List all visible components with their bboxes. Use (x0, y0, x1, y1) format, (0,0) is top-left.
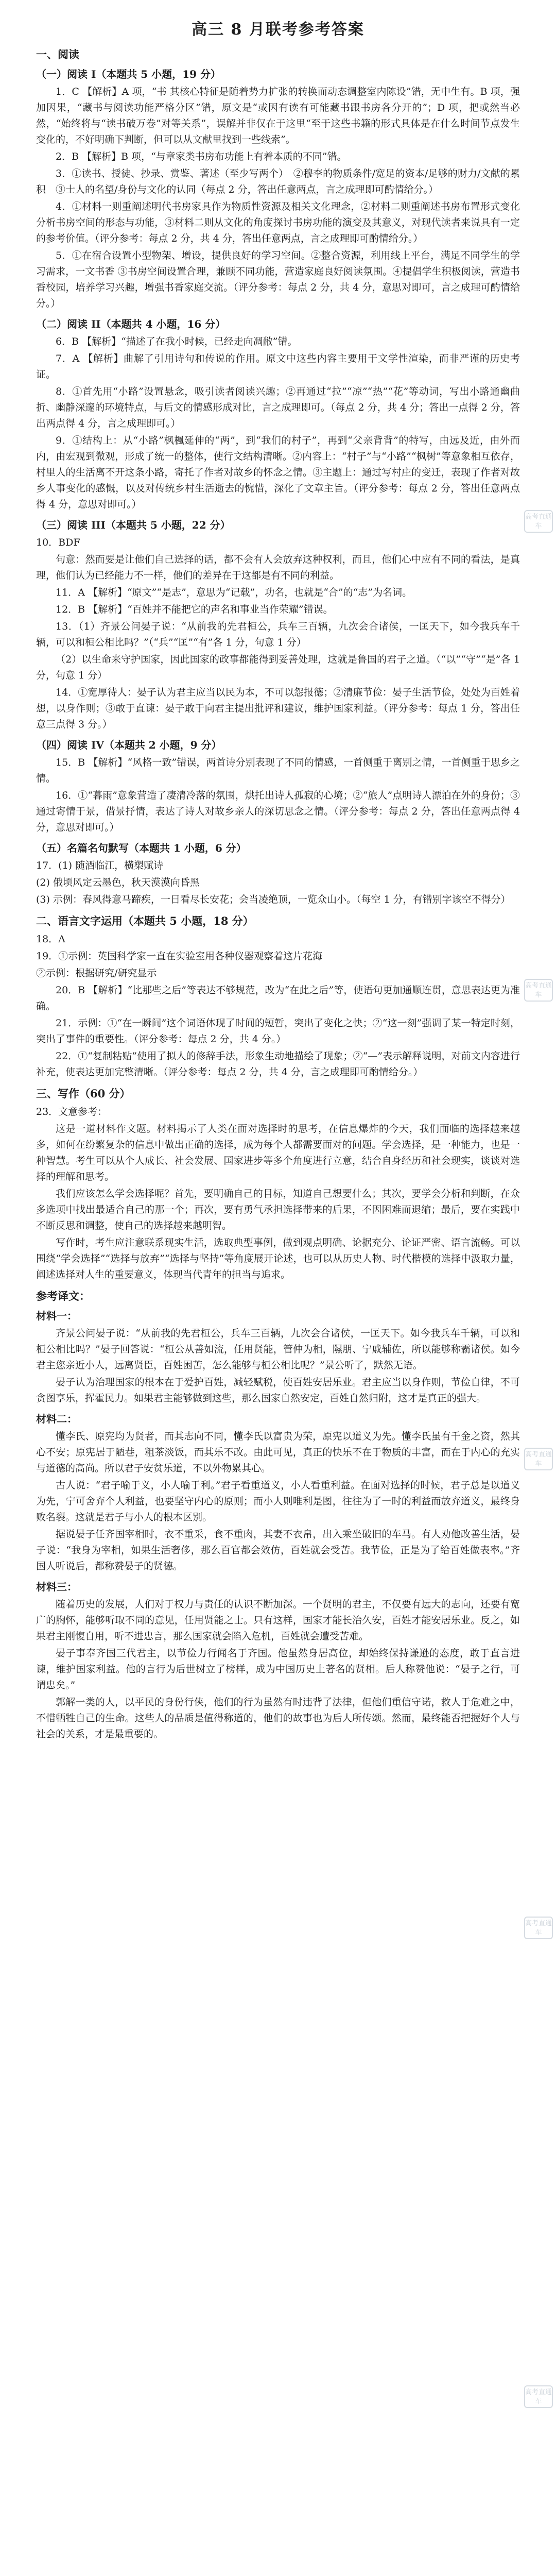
watermark-logo: 高考直通车 (524, 979, 553, 1002)
answer-paragraph: 21．示例：①“在一瞬间”这个词语体现了时间的短暂，突出了变化之快；②“这一刻”强调了某一特定时刻，突出了事件的重要性。（评分参考：每点 2 分，共 4 分。） (36, 1018, 520, 1045)
answer-paragraph: 12．B 【解析】“百姓并不能把它的声名和事业当作荣耀”错误。 (56, 604, 333, 615)
answer-paragraph: 郭解一类的人，以平民的身份行侠，他们的行为虽然有时违背了法律，但他们重信守诺，救人于危难之中，不惜牺牲自己的生命。这些人的品质是值得称道的，他们的故事也为后人所传颂。然而，最终能否把握好个人与社会的关系，才是最重要的。 (36, 1697, 520, 1740)
subsection-heading: 材料一： (36, 1310, 77, 1322)
answer-line: 17．(1) 随酒临江，横槊赋诗 (36, 860, 164, 871)
answer-paragraph: 16．①“暮雨”意象营造了凄清冷落的氛围，烘托出诗人孤寂的心境；②“旅人”点明诗人漂泊在外的身份；③通过寄情于景，借景抒情，表达了诗人对故乡亲人的深切思念之情。（评分参考：每点 2 分，答出任意两点得 4 分，意思对即可。） (36, 790, 520, 833)
watermark-logo: 高考直通车 (524, 1917, 553, 1939)
answer-paragraph: 4．①材料一则重阐述明代书房家具作为物质性资源及相关文化理念，②材料二则重阐述书房布置形式变化分析书房空间的形态与功能，③材料二则从文化的角度探讨书房功能的演变及其意义，对现代读者来说具有一定的参考价值。（评分参考：每点 2 分，共 4 分，答出任意两点，言之成理即可酌情给分。） (36, 201, 520, 244)
answer-paragraph: 懂李氏、原宪均为贤者，而其志向不同，懂李氏以富贵为荣，原宪以道义为先。懂李氏虽有千金之资，然其心不安；原宪居于陋巷，粗茶淡饭，而其乐不改。由此可见，真正的快乐不在于物质的丰富，而在于内心的充实与道德的高尚。所以君子安贫乐道，不以外物累其心。 (36, 1431, 520, 1474)
answer-paragraph: 6．B 【解析】“描述了在我小时候，已经走向凋敝”错。 (56, 336, 298, 347)
section-heading: 三、写作（60 分） (36, 1087, 131, 1100)
answer-paragraph: （2）以生命来守护国家，因此国家的政事都能得到妥善处理，这就是鲁国的君子之道。（“以”“守”“是”各 1 分，句意 1 分） (36, 654, 520, 681)
subsection-heading: （三）阅读 III（本题共 5 小题，22 分） (36, 519, 231, 531)
section-heading: 参考译文： (36, 1290, 90, 1302)
answer-paragraph: 这是一道材料作文题。材料揭示了人类在面对选择时的思考，在信息爆炸的今天，我们面临的选择越来越多，如何在纷繁复杂的信息中做出正确的选择，成为每个人都需要面对的问题。学会选择，是一种能力，也是一种智慧。考生可以从个人成长、社会发展、国家进步等多个角度进行立意，结合自身经历和社会现实，谈谈对选择的理解和思考。 (36, 1123, 520, 1182)
answer-paragraph: 写作时，考生应注意联系现实生活，选取典型事例，做到观点明确、论据充分、论证严密、语言流畅。可以围绕“学会选择”“选择与放弃”“选择与坚持”等角度展开论述，也可以从历史人物、时代楷模的选择中汲取力量，阐述选择对人生的重要意义，体现当代青年的担当与追求。 (36, 1237, 520, 1280)
document-content (36, 46, 520, 1742)
answer-line: (2) 俄顷风定云墨色，秋天漠漠向昏黑 (36, 877, 200, 888)
answer-line: 10．BDF (36, 537, 80, 548)
answer-paragraph: 20．B 【解析】“比那些之后”等表达不够规范，改为“在此之后”等，使语句更加通顺连贯，意思表达更为准确。 (36, 985, 520, 1012)
answer-paragraph: 5．①在宿合设置小型物架、增设，提供良好的学习空间。②整合资源，利用线上平台，满足不同学生的学习需求，一文书香 ③书房空间设置合理，兼顾不同功能，营造家庭良好阅读氛围。④提倡学生积极阅读，营造书香校园，培养学习兴趣，增强书香家庭交流。（评分参考：每点 2 分，共 4 分，意思对即可，言之成理可酌情给分。） (36, 250, 520, 309)
answer-paragraph: 据说晏子任齐国宰相时，衣不重采，食不重肉，其妻不衣帛，出入乘坐破旧的车马。有人劝他改善生活，晏子说：“我身为宰相，如果生活奢侈，那么百官都会效仿，百姓就会受苦。我节俭，正是为了给百姓做表率。”齐国人听说后，都称赞晏子的贤德。 (36, 1529, 520, 1572)
document-title: 高三 8 月联考参考答案 (192, 21, 364, 39)
answer-paragraph: 8．①首先用“小路”设置悬念，吸引读者阅读兴趣；②再通过“拉”“凉”“热”“花”等动词，写出小路通幽曲折、幽静深邃的环境特点，与后文的情感形成对比，言之成理即可。（每点 2 分，共 4 分；答出一点得 2 分，答出两点得 4 分，言之成理即可。） (36, 386, 520, 429)
answer-paragraph: 句意：然而要是让他们自己选择的话，都不会有人会放弃这种权利，而且，他们心中应有不同的看法，是真理，他们认为已经能力不一样，他们的差异在于这都是有不同的利益。 (36, 554, 520, 581)
answer-paragraph: 14．①宽厚待人：晏子认为君主应当以民为本，不可以怨报德；②清廉节俭：晏子生活节俭，处处为百姓着想，以身作则；③敢于直谏：晏子敢于向君主提出批评和建议，维护国家利益。（评分参考：每点 1 分，答出任意三点得 3 分。） (36, 687, 520, 730)
answer-paragraph: 1．C 【解析】A 项，“书 其核心特征是随着势力扩张的转换而动态调整室内陈设”错，无中生有。B 项，强加因果，“藏书与阅读功能严格分区”错，原文是“或因有读有可能藏书跟书房各分开的”；D 项，把或然当必然，“始终将与“读书破万卷”对等关系”，误解并非仅在于这里“至于这些书籍的形式具体是在什么时间节点发生变化的，不好明确下判断，但可以从文献里找到一些线索”。 (36, 86, 520, 145)
subsection-heading: （四）阅读 IV（本题共 2 小题，9 分） (36, 739, 222, 751)
answer-line: ②示例：根据研究/研究显示 (36, 968, 157, 979)
answer-paragraph: 齐景公问晏子说：“从前我的先君桓公，兵车三百辆，九次会合诸侯，一匡天下。如今我兵车千辆，可以和桓公相比吗？”晏子回答说：“桓公从善如流，任用贤能，管仲为相，隰朋、宁戚辅佐，所以能够称霸诸侯。如今君主您亲近小人，远离贤臣，百姓困苦，怎么能够与桓公相比呢？”景公听了，默然无语。 (36, 1328, 520, 1371)
answer-paragraph: 3．①读书、授徒、抄录、赏鉴、著述（至少写两个） ②穆李的物质条件/宽足的资本/足够的财力/文献的累积 ③士人的名望/身份与文化的认同（每点 2 分，答出任意两点，言之成理即可酌情给分。） (36, 168, 520, 195)
subsection-heading: （一）阅读 I（本题共 5 小题，19 分） (36, 68, 221, 80)
answer-paragraph: 13．（1）齐景公问晏子说：“从前我的先君桓公，兵车三百辆，九次会合诸侯，一匡天下，如今我兵车千辆，可以和桓公相比吗？”（“兵”“匡”“有”各 1 分，句意 1 分） (36, 621, 520, 648)
answer-paragraph: 11．A 【解析】“原文”“是志”，意思为“记载”，功名，也就是“合”的“志”为名词。 (56, 587, 412, 598)
answer-paragraph: 2．B 【解析】B 项，“与章家类书房布功能上有着本质的不同”错。 (56, 151, 347, 162)
answer-paragraph: 7．A 【解析】曲解了引用诗句和传说的作用。原文中这些内容主要用于文学性渲染，而非严谨的历史考证。 (36, 353, 520, 380)
answer-line: 23．文意参考： (36, 1106, 108, 1117)
answer-paragraph: 晏子认为治理国家的根本在于爱护百姓，减轻赋税，使百姓安居乐业。君主应当以身作则，节俭自律，不可贪图享乐，挥霍民力。如果君主能够做到这些，那么国家自然安定，百姓自然归附，这才是真正的强大。 (36, 1377, 520, 1404)
subsection-heading: （五）名篇名句默写（本题共 1 小题，6 分） (36, 842, 247, 854)
answer-paragraph: 随着历史的发展，人们对于权力与责任的认识不断加深。一个贤明的君主，不仅要有远大的志向，还要有宽广的胸怀，能够听取不同的意见，任用贤能之士。只有这样，国家才能长治久安，百姓才能安居乐业。反之，如果君主刚愎自用，听不进忠言，那么国家就会陷入危机，百姓就会遭受苦难。 (36, 1599, 520, 1642)
subsection-heading: 材料二： (36, 1413, 77, 1425)
answer-line: 19．①示例：英国科学家一直在实验室用各种仪器观察着这片花海 (36, 951, 323, 962)
section-heading: 二、语言文字运用（本题共 5 小题，18 分） (36, 914, 254, 927)
answer-paragraph: 22．①“复制粘贴”使用了拟人的修辞手法，形象生动地描绘了现象；②“—”表示解释说明，对前文内容进行补充，使表达更加完整清晰。（评分参考：每点 2 分，共 4 分，言之成理即可酌情给分。） (36, 1050, 520, 1078)
answer-paragraph: 9．①结构上：从“小路”枫楓延伸的“两”，到“我们的村子”，再到“父亲背背”的特写，由远及近，由外而内，由宏观到微观，形成了统一的整体，使行文结构清晰。②内容上：“村子”与“小路”“枫树”等意象相互依存，村里人的生活离不开这条小路，寄托了作者对故乡的怀念之情。③主题上：通过写村庄的变迁，表现了作者对故乡人事变化的感慨，以及对传统乡村生活逝去的惋惜，深化了文章主旨。（评分参考：每点 2 分，答出任意两点得 4 分，意思对即可。） (36, 435, 520, 510)
subsection-heading: 材料三： (36, 1581, 77, 1593)
answer-paragraph: 晏子事奉齐国三代君主，以节俭力行闻名于齐国。他虽然身居高位，却始终保持谦逊的态度，敢于直言进谏，维护国家利益。他的言行为后世树立了榜样，成为中国历史上著名的贤相。后人称赞他说：“晏子之行，可谓忠矣。” (36, 1648, 520, 1691)
subsection-heading: （二）阅读 II（本题共 4 小题，16 分） (36, 318, 226, 330)
watermark-logo: 高考直通车 (524, 510, 553, 533)
answer-line: (3) 示例：春风得意马蹄疾，一日看尽长安花；会当凌绝顶，一览众山小。（每空 1 分，有错别字该空不得分） (36, 894, 511, 905)
watermark-logo: 高考直通车 (524, 2385, 553, 2408)
answer-paragraph: 古人说：“君子喻于义，小人喻于利。”君子看重道义，小人看重利益。在面对选择的时候，君子总是以道义为先，宁可舍弃个人利益，也要坚守内心的原则；而小人则唯利是图，往往为了一时的利益而放弃道义，最终身败名裂。这就是君子与小人的根本区别。 (36, 1480, 520, 1523)
answer-line: 18．A (36, 934, 65, 945)
answer-paragraph: 我们应该怎么学会选择呢？首先，要明确自己的目标，知道自己想要什么；其次，要学会分析和判断，在众多选项中找出最适合自己的那一个；再次，要有勇气承担选择带来的后果，不因困难而退缩；最后，要在实践中不断反思和调整，使自己的选择越来越明智。 (36, 1188, 520, 1231)
section-heading: 一、阅读 (36, 48, 79, 61)
answer-paragraph: 15．B 【解析】“风格一致”错误，两首诗分别表现了不同的情感，一首侧重于离别之情，一首侧重于思乡之情。 (36, 757, 520, 784)
watermark-logo: 高考直通车 (524, 1448, 553, 1470)
